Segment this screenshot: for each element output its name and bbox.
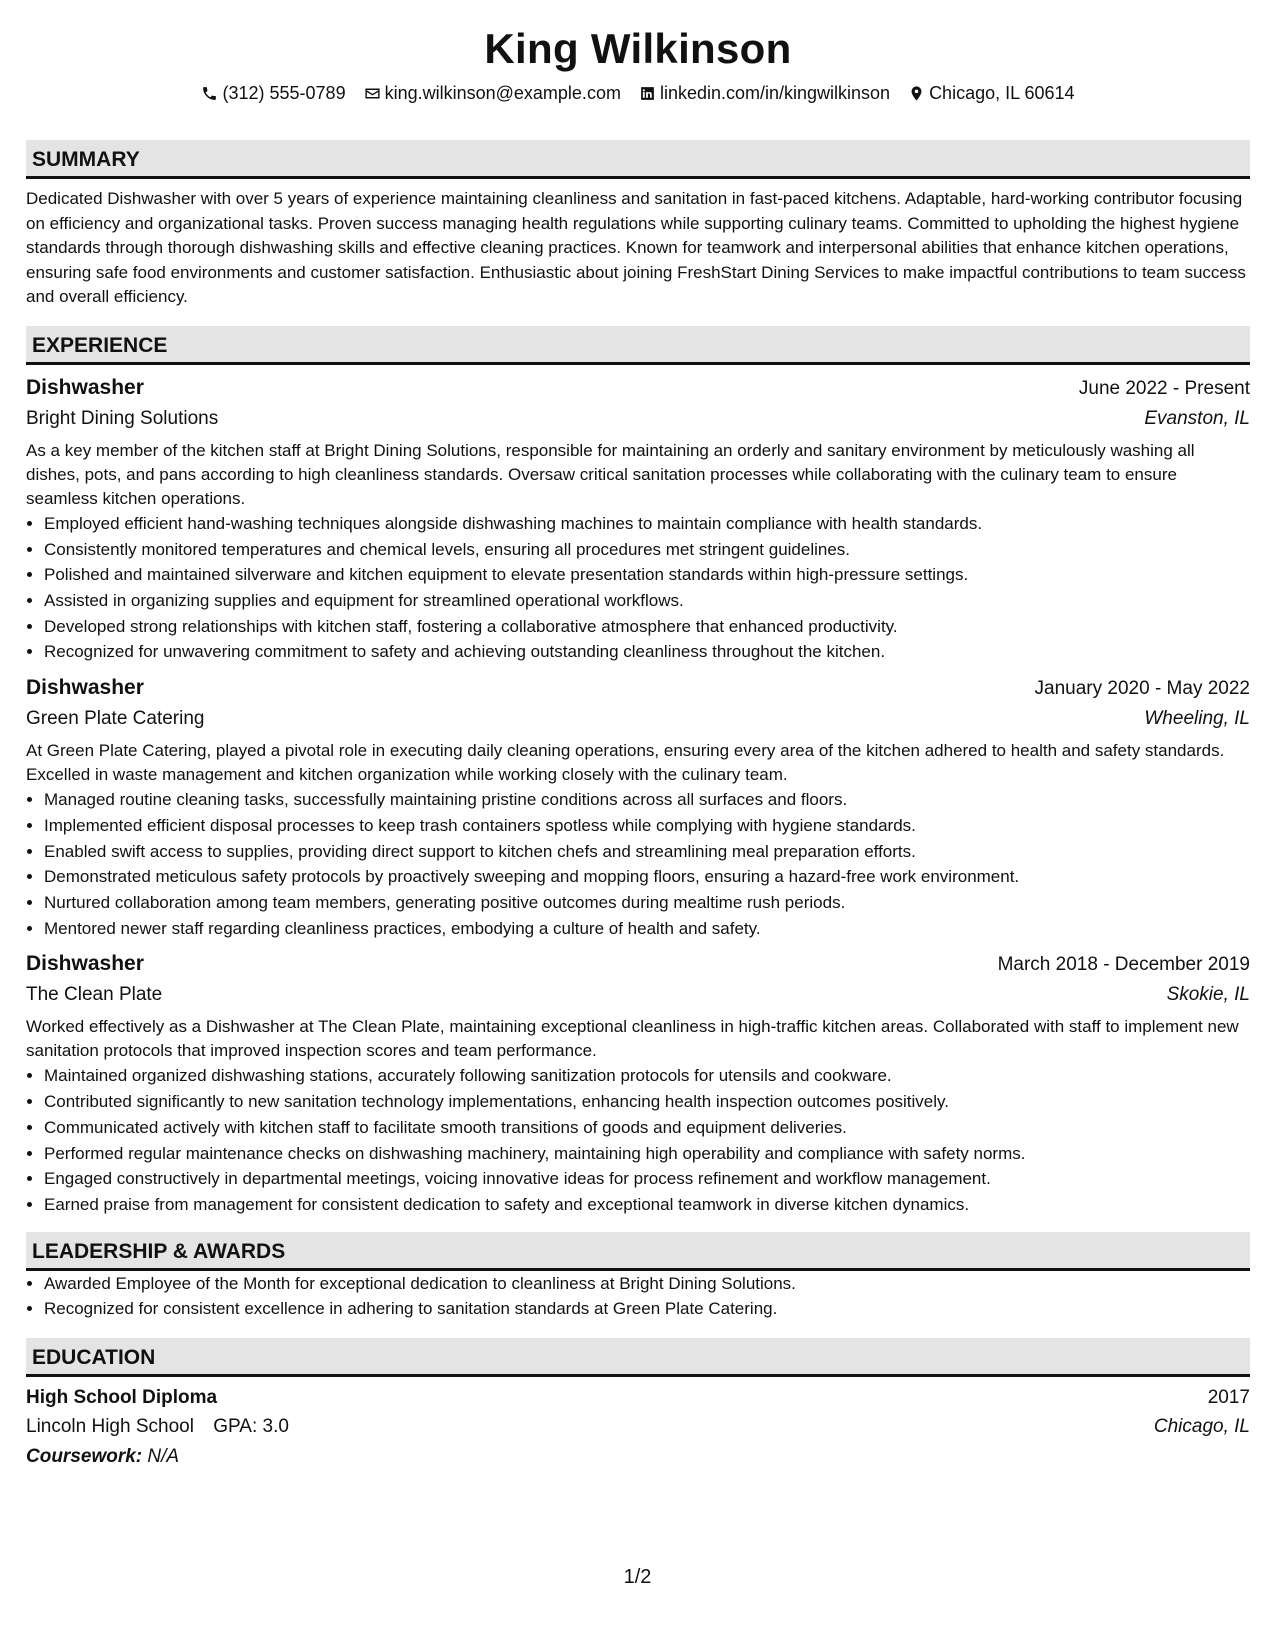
job-location: Evanston, IL <box>1144 407 1250 429</box>
envelope-icon <box>364 85 381 102</box>
phone-text: (312) 555-0789 <box>222 82 346 103</box>
job-company: The Clean Plate <box>26 984 163 1006</box>
job-entry <box>26 373 1250 665</box>
coursework-value: N/A <box>147 1446 180 1468</box>
leadership-heading: LEADERSHIP & AWARDS <box>26 1232 1250 1271</box>
job-bullet: • Enabled swift access to supplies, providing direct support to kitchen chefs and streamlining meal preparation efforts. <box>44 839 1250 865</box>
education-degree: High School Diploma <box>26 1387 218 1409</box>
linkedin-icon <box>639 85 656 102</box>
candidate-name: King Wilkinson <box>484 25 792 72</box>
leadership-item: • Recognized for consistent excellence in adhering to sanitation standards at Green Plate Catering. <box>44 1296 1250 1322</box>
job-bullet: • Implemented efficient disposal processes to keep trash containers spotless while complying with hygiene standards. <box>44 813 1250 839</box>
job-bullet: • Mentored newer staff regarding cleanliness practices, embodying a culture of health and safety. <box>44 916 1250 942</box>
job-company: Bright Dining Solutions <box>26 407 219 429</box>
job-bullet: • Consistently monitored temperatures and chemical levels, ensuring all procedures met stringent guidelines. <box>44 537 1250 563</box>
job-company: Green Plate Catering <box>26 708 205 730</box>
job-title: Dishwasher <box>26 375 144 399</box>
job-bullet: • Maintained organized dishwashing stations, accurately following sanitization protocols for utensils and cookware. <box>44 1063 1250 1089</box>
job-bullets <box>26 787 1250 941</box>
job-description: As a key member of the kitchen staff at Bright Dining Solutions, responsible for maintaining an orderly and sanitary environment by meticulously washing all dishes, pots, and pans according to high cleanliness standards. Oversaw critical sanitation processes while collaborating with the culinary team to ensure seamless kitchen operations. <box>26 440 1195 508</box>
job-bullet: • Assisted in organizing supplies and equipment for streamlined operational workflows. <box>44 588 1250 614</box>
job-description: Worked effectively as a Dishwasher at The Clean Plate, maintaining exceptional cleanliness in high-traffic kitchen areas. Collaborated with staff to implement new sanitation protocols that improved inspection scores and team performance. <box>26 1017 1239 1061</box>
job-bullet: • Engaged constructively in departmental meetings, voicing innovative ideas for process refinement and workflow management. <box>44 1166 1250 1192</box>
leadership-list <box>26 1271 1250 1322</box>
contact-bar <box>26 80 1250 106</box>
email-text[interactable]: king.wilkinson@example.com <box>384 82 621 103</box>
job-description: At Green Plate Catering, played a pivotal role in executing daily cleaning operations, ensuring every area of the kitchen adhered to health and safety standards. Excelled in waste management and kitchen organization while working closely with the culinary team. <box>26 741 1225 785</box>
linkedin-text[interactable]: linkedin.com/in/kingwilkinson <box>659 82 891 103</box>
phone-icon <box>201 85 218 102</box>
contact-phone <box>201 83 345 104</box>
job-dates: March 2018 - December 2019 <box>997 954 1250 976</box>
summary-heading: SUMMARY <box>26 140 1250 179</box>
job-title: Dishwasher <box>26 676 144 700</box>
contact-location <box>908 83 1074 104</box>
job-entry <box>26 673 1250 941</box>
job-bullet: • Developed strong relationships with kitchen staff, fostering a collaborative atmosphere that enhanced productivity. <box>44 614 1250 640</box>
job-location: Skokie, IL <box>1166 984 1250 1006</box>
job-dates: June 2022 - Present <box>1078 377 1250 399</box>
job-bullet: • Polished and maintained silverware and kitchen equipment to elevate presentation standards within high-pressure settings. <box>44 562 1250 588</box>
job-bullet: • Managed routine cleaning tasks, successfully maintaining pristine conditions across all surfaces and floors. <box>44 787 1250 813</box>
education-school: Lincoln High School <box>26 1416 194 1438</box>
education-school-line <box>26 1412 289 1441</box>
page-number: 1/2 <box>623 1566 652 1588</box>
job-bullets <box>26 511 1250 665</box>
education-location: Chicago, IL <box>1153 1416 1250 1438</box>
leadership-item: • Awarded Employee of the Month for exceptional dedication to cleanliness at Bright Dining Solutions. <box>44 1271 1250 1297</box>
job-bullet: • Employed efficient hand-washing techniques alongside dishwashing machines to maintain compliance with health standards. <box>44 511 1250 537</box>
map-pin-icon <box>908 85 925 102</box>
education-coursework <box>26 1442 1250 1472</box>
coursework-label: Coursework: <box>26 1446 143 1468</box>
job-bullet: • Contributed significantly to new sanitation technology implementations, enhancing health inspection outcomes positively. <box>44 1089 1250 1115</box>
contact-linkedin[interactable] <box>639 83 890 104</box>
job-bullets <box>26 1063 1250 1217</box>
job-dates: January 2020 - May 2022 <box>1034 678 1250 700</box>
job-bullet: • Performed regular maintenance checks on dishwashing machinery, maintaining high operability and compliance with safety norms. <box>44 1141 1250 1167</box>
job-location: Wheeling, IL <box>1144 708 1250 730</box>
resume-page <box>26 0 1250 1472</box>
job-bullet: • Nurtured collaboration among team members, generating positive outcomes during mealtime rush periods. <box>44 890 1250 916</box>
education-heading: EDUCATION <box>26 1338 1250 1377</box>
education-entry <box>26 1383 1250 1472</box>
summary-text: Dedicated Dishwasher with over 5 years of experience maintaining cleanliness and sanitation in fast-paced kitchens. Adaptable, hard-working contributor focusing on efficiency and organizational tasks. Proven success managing health regulations while supporting culinary teams. Committed to upholding the highest hygiene standards through thorough dishwashing skills and effective cleaning practices. Known for teamwork and interpersonal abilities that enhance kitchen operations, ensuring safe food environments and customer satisfaction. Enthusiastic about joining FreshStart Dining Services to make impactful contributions to team success and overall efficiency. <box>26 189 1246 307</box>
job-entry <box>26 949 1250 1217</box>
job-title: Dishwasher <box>26 952 144 976</box>
education-year: 2017 <box>1207 1387 1250 1409</box>
job-bullet: • Communicated actively with kitchen staff to facilitate smooth transitions of goods and equipment deliveries. <box>44 1115 1250 1141</box>
job-bullet: • Demonstrated meticulous safety protocols by proactively sweeping and mopping floors, ensuring a hazard-free work environment. <box>44 864 1250 890</box>
job-bullet: • Recognized for unwavering commitment to safety and achieving outstanding cleanliness throughout the kitchen. <box>44 639 1250 665</box>
contact-email[interactable] <box>364 83 621 104</box>
location-text: Chicago, IL 60614 <box>929 82 1075 103</box>
education-gpa: GPA: 3.0 <box>213 1416 289 1438</box>
job-bullet: • Earned praise from management for consistent dedication to safety and exceptional teamwork in diverse kitchen dynamics. <box>44 1192 1250 1218</box>
experience-heading: EXPERIENCE <box>26 326 1250 365</box>
